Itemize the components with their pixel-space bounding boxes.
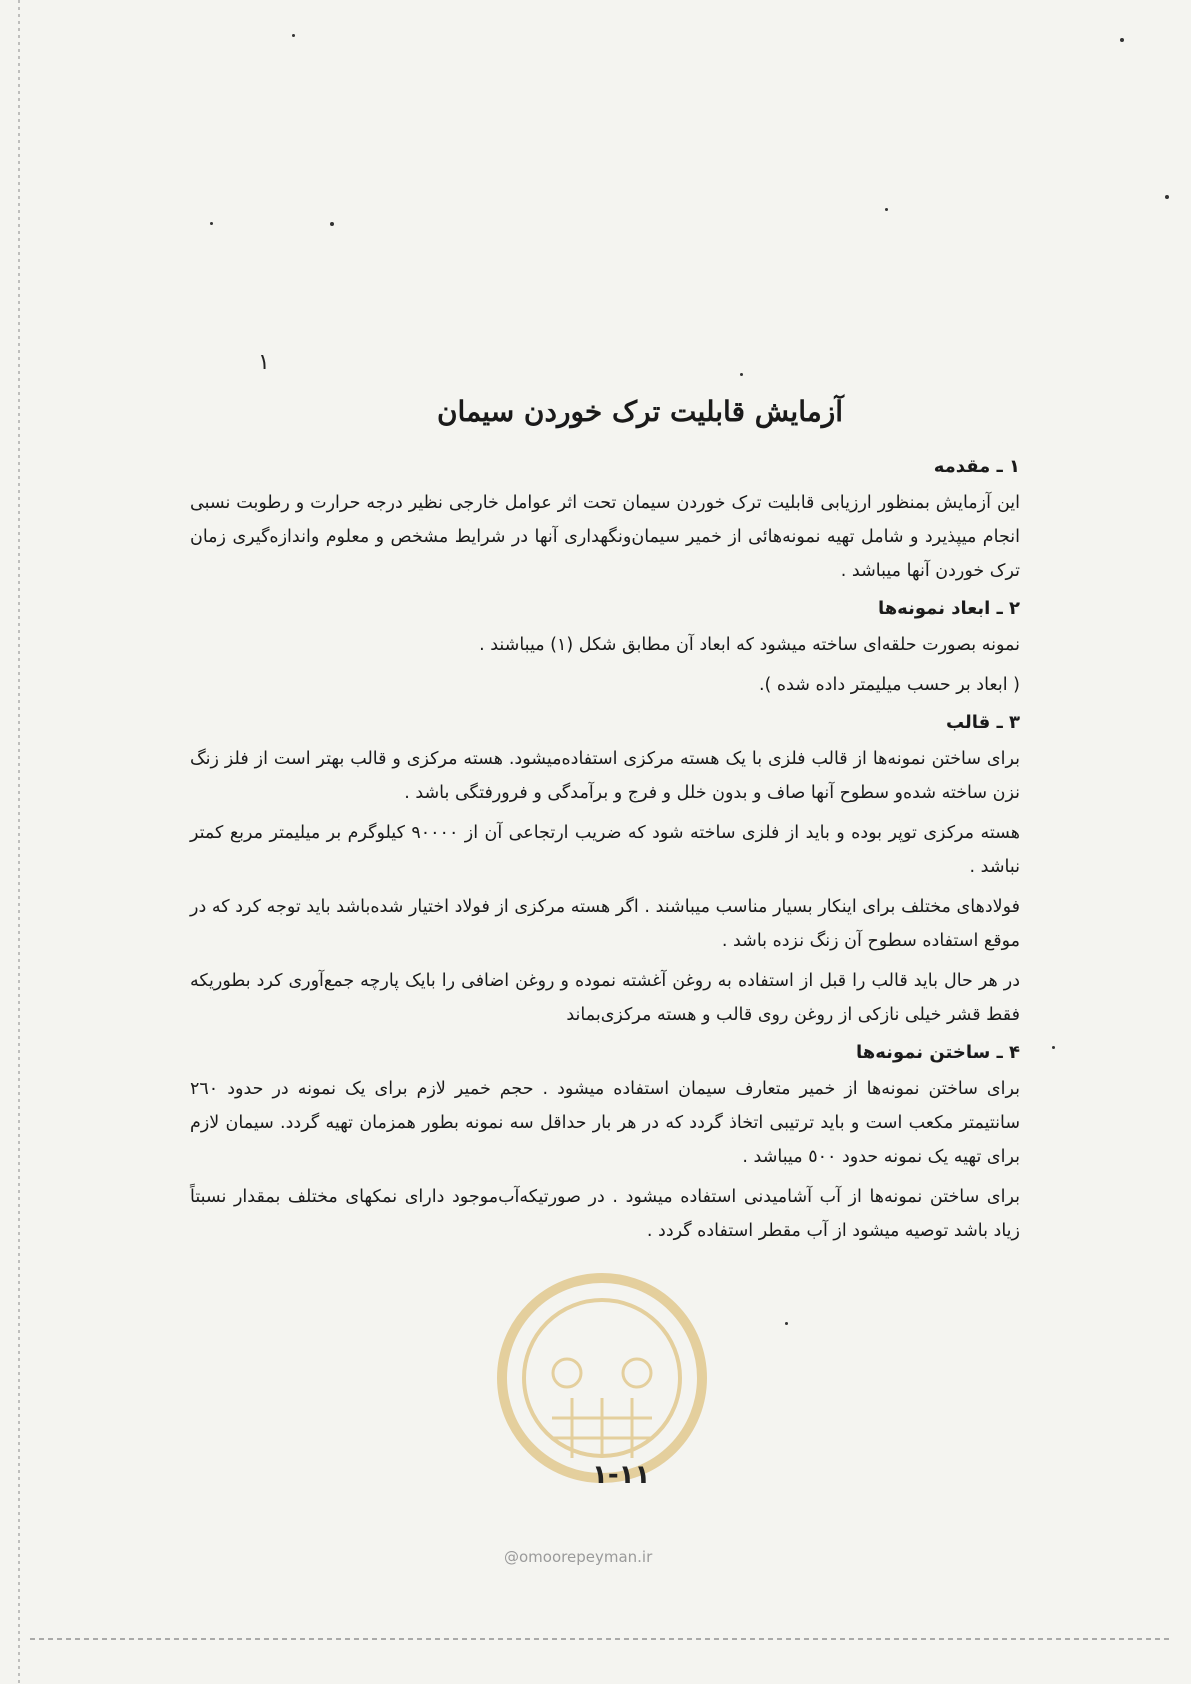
document-title: آزمایش قابلیت ترک خوردن سیمان (436, 395, 844, 428)
scan-speck (1052, 1046, 1055, 1049)
scan-speck (1165, 195, 1169, 199)
page-number: ١١-١ (592, 1460, 651, 1490)
paragraph: این آزمایش بمنظور ارزیابی قابلیت ترک خوردن سیمان تحت اثر عوامل خارجی نظیر درجه حرارت و رطوبت نسبی انجام میپذیرد و شامل تهیه نمونه‌هائی از خمیر سیمان‌ونگهداری آنها در شرایط مشخص و معلوم واندازه‌گیری زمان ترک خوردن آنها میباشد . (190, 493, 1020, 581)
paragraph: برای ساختن نمونه‌ها از آب آشامیدنی استفاده میشود . در صورتیکه‌آب‌موجود دارای نمکهای مختلف بمقدار نسبتاً زیاد باشد توصیه میشود از آب مقطر استفاده گردد . (190, 1187, 1020, 1241)
paragraph: در هر حال باید قالب را قبل از استفاده به روغن آغشته نموده و روغن اضافی را بایک پارچه جمع‌آوری کرد بطوریکه فقط قشر خیلی نازکی از روغن روی قالب و هسته مرکزی‌بماند (190, 971, 1020, 1025)
watermark-url: @omoorepeyman.ir (504, 1548, 653, 1566)
scan-speck (740, 373, 743, 376)
section-making-specimens (190, 1038, 1020, 1248)
section-heading: ١ ـ مقدمه (933, 456, 1020, 477)
scan-bottom-edge (30, 1638, 1170, 1640)
document-body (190, 395, 1020, 1254)
scan-speck (210, 222, 213, 225)
scan-speck (885, 208, 888, 211)
paragraph: نمونه بصورت حلقه‌ای ساخته میشود که ابعاد آن مطابق شکل (١) میباشند . (479, 635, 1020, 655)
scan-left-edge (18, 0, 20, 1684)
section-heading: ٣ ـ قالب (945, 712, 1020, 733)
paragraph: برای ساختن نمونه‌ها از خمیر متعارف سیمان استفاده میشود . حجم خمیر لازم برای یک نمونه در حدود ٢٦٠ سانتیمتر مکعب است و باید ترتیبی اتخاذ گردد که در هر بار حداقل سه نمونه بطور همزمان تهیه گردد. سیمان لازم برای تهیه یک نمونه حدود ٥٠٠ میباشد . (190, 1079, 1020, 1167)
section-marker: ١ (258, 350, 270, 375)
section-heading: ٢ ـ ابعاد نمونه‌ها (877, 598, 1020, 619)
section-mold (190, 708, 1020, 1032)
section-specimen-dimensions (190, 594, 1020, 702)
section-introduction (190, 452, 1020, 588)
paragraph: هسته مرکزی توپر بوده و باید از فلزی ساخته شود که ضریب ارتجاعی آن از ٩٠٠٠٠ کیلوگرم بر میلیمتر مربع کمتر نباشد . (190, 823, 1020, 877)
paragraph: برای ساختن نمونه‌ها از قالب فلزی با یک هسته مرکزی استفاده‌میشود. هسته مرکزی و قالب بهتر است از فلز زنگ نزن ساخته شده‌و سطوح آنها صاف و بدون خلل و فرج و برآمدگی و فرورفتگی باشد . (190, 749, 1020, 803)
watermark-seal (492, 1268, 712, 1488)
scan-speck (785, 1322, 788, 1325)
scan-speck (292, 34, 295, 37)
paragraph: ( ابعاد بر حسب میلیمتر داده شده ). (758, 675, 1020, 695)
scan-speck (330, 222, 334, 226)
paragraph: فولادهای مختلف برای اینکار بسیار مناسب میباشند . اگر هسته مرکزی از فولاد اختیار شده‌باشد باید توجه کرد که در موقع استفاده سطوح آن زنگ نزده باشد . (190, 897, 1020, 951)
scan-speck (1120, 38, 1124, 42)
section-heading: ۴ ـ ساختن نمونه‌ها (856, 1042, 1020, 1063)
